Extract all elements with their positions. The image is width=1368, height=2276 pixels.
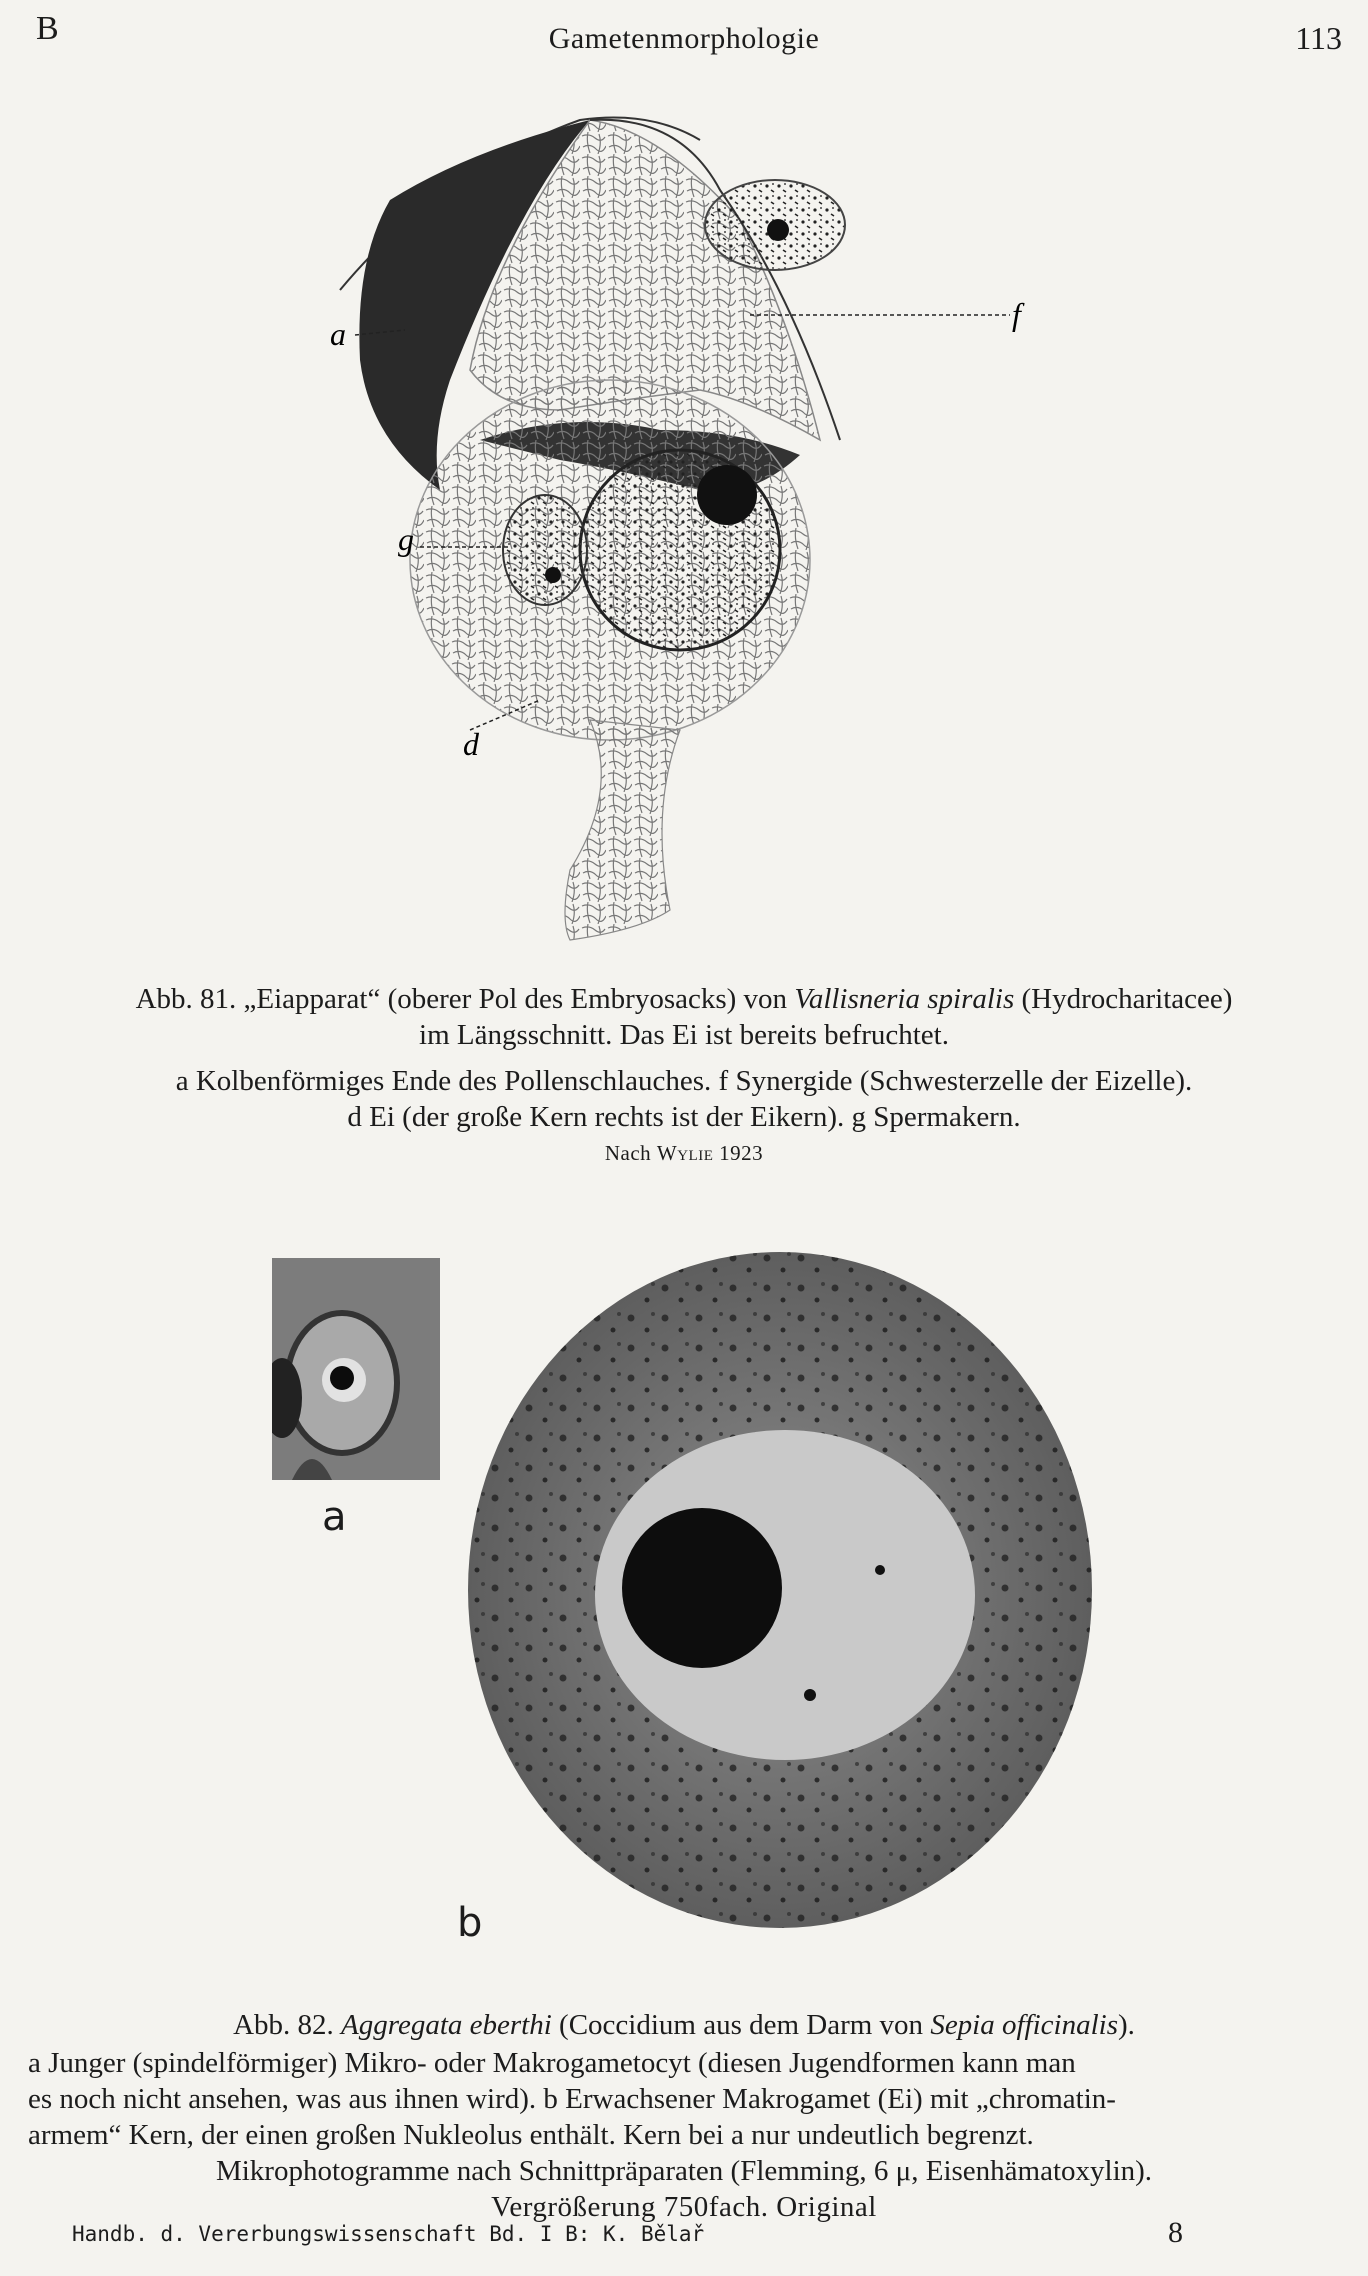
figure-81-drawing: [320, 110, 1080, 950]
page-number: 113: [1295, 20, 1342, 56]
label-f: f: [1012, 296, 1021, 332]
label-d: d: [463, 726, 479, 762]
fig81-caption-line4: d Ei (der große Kern rechts ist der Eikern). g Spermakern.: [347, 1101, 1021, 1133]
figure-82b-photo: [455, 1250, 1095, 1940]
fig82-caption-line5: Mikrophotogramme nach Schnittpräparaten (Flemming, 6 μ, Eisenhämatoxylin).: [215, 2155, 1153, 2187]
fig82-label-b: b: [457, 1900, 483, 1946]
fig81-source: Nach Wylie 1923: [604, 1141, 764, 1165]
fig81-caption-line2: im Längsschnitt. Das Ei ist bereits befruchtet.: [419, 1019, 949, 1051]
fig82-magnification: Vergrößerung 750fach. Original: [491, 2191, 877, 2223]
footer-citation: Handb. d. Vererbungswissenschaft Bd. I B: K. Bělař: [72, 2222, 705, 2246]
fig82-caption-line2: a Junger (spindelförmiger) Mikro- oder Makrogametocyt (diesen Jugendformen kann man: [28, 2047, 1076, 2079]
fig82-caption-line4: armem“ Kern, der einen großen Nukleolus enthält. Kern bei a nur undeutlich begrenzt.: [28, 2119, 1034, 2151]
sperm-nucleus: [503, 495, 587, 605]
running-title: Gametenmorphologie: [548, 22, 820, 55]
fig82-caption-line1: Abb. 82. Aggregata eberthi (Coccidium aus dem Darm von Sepia officinalis).: [233, 2009, 1135, 2041]
fig81-caption-line3: a Kolbenförmiges Ende des Pollenschlauches. f Synergide (Schwesterzelle der Eizelle).: [175, 1065, 1193, 1097]
fig81-caption-line1: Abb. 81. „Eiapparat“ (oberer Pol des Embryosacks) von Vallisneria spiralis (Hydrocharitacee): [135, 983, 1233, 1015]
signature-number: 8: [1168, 2216, 1183, 2249]
label-g: g: [398, 521, 414, 557]
section-letter: B: [36, 10, 59, 47]
fig82-caption-line3: es noch nicht ansehen, was aus ihnen wird). b Erwachsener Makrogamet (Ei) mit „chromatin-: [28, 2083, 1116, 2115]
figure-82a-photo: [272, 1258, 440, 1480]
fig82-label-a: a: [322, 1494, 347, 1540]
nucleolus: [622, 1508, 782, 1668]
label-a: a: [330, 316, 346, 352]
